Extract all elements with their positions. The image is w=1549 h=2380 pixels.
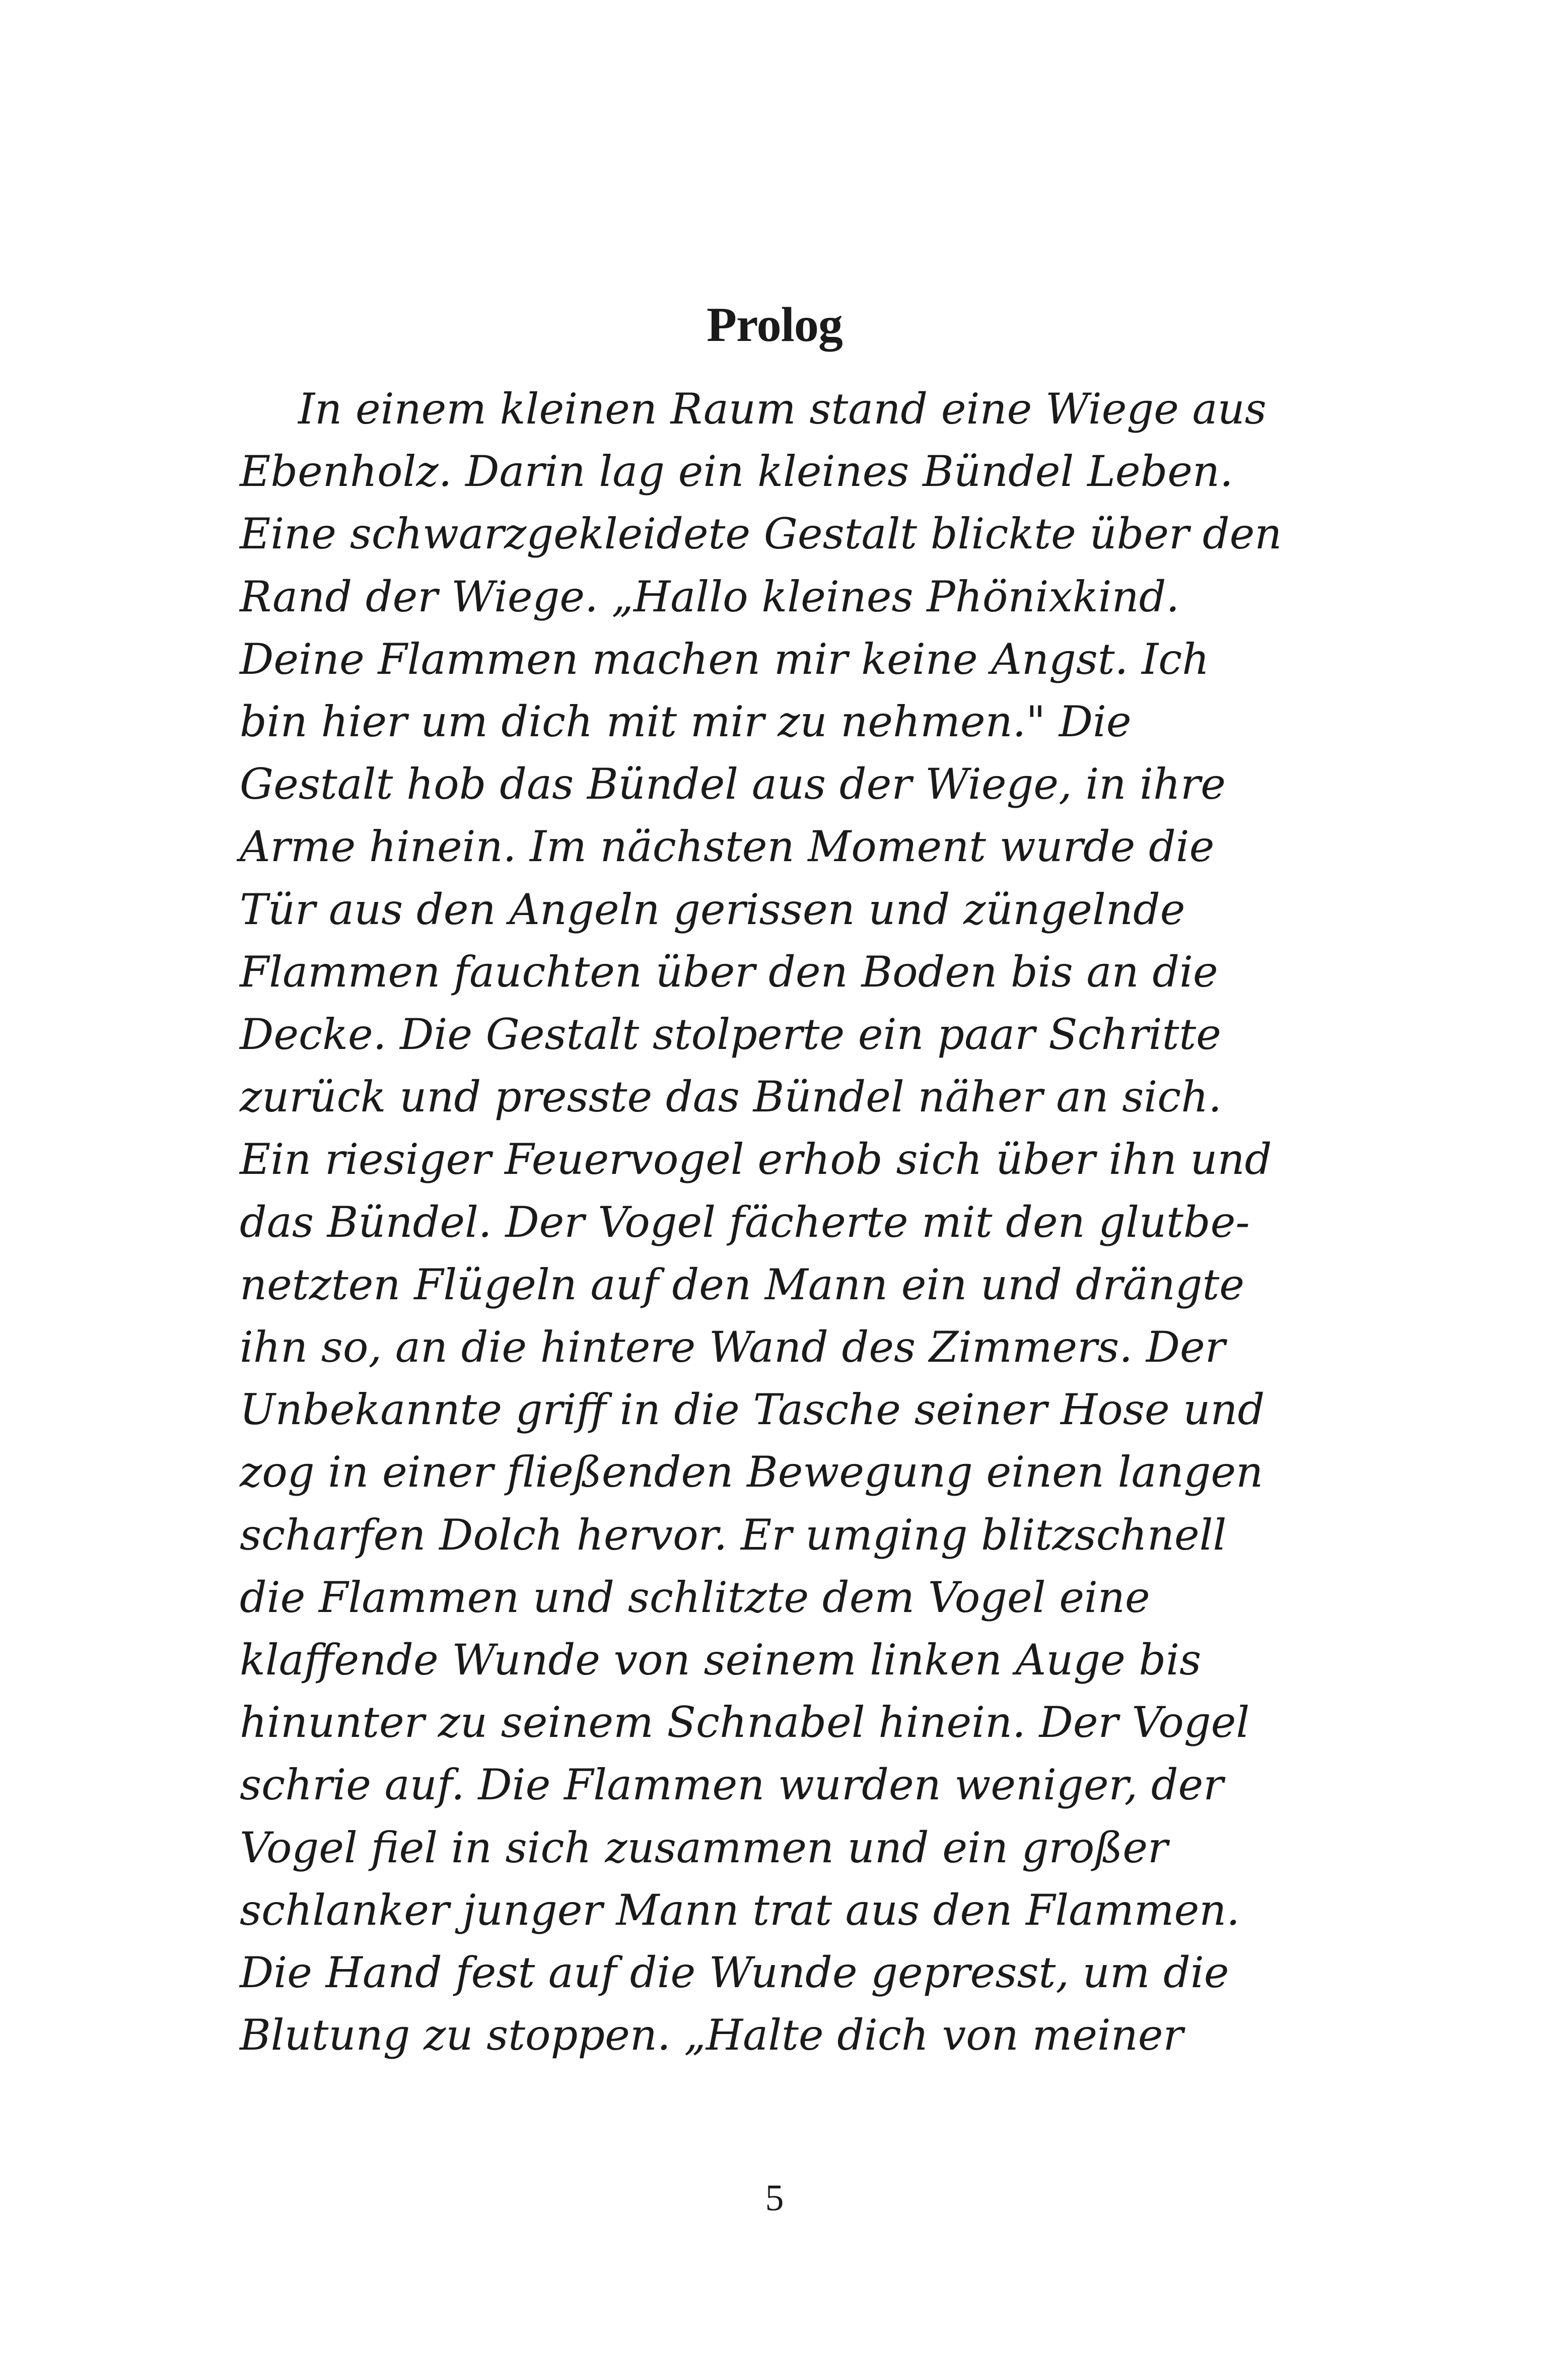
body-text [240,378,1327,2066]
text-line: die Flammen und schlitzte dem Vogel eine [240,1572,1150,1622]
text-line: das Bündel. Der Vogel fächerte mit den glutbe- [240,1197,1250,1247]
text-line: Flammen fauchten über den Boden bis an die [240,947,1218,997]
text-line: Arme hinein. Im nächsten Moment wurde die [240,822,1215,872]
text-line: schrie auf. Die Flammen wurden weniger, der [240,1760,1224,1810]
text-line: Decke. Die Gestalt stolperte ein paar Schritte [240,1010,1222,1060]
text-line: Deine Flammen machen mir keine Angst. Ich [240,634,1210,684]
text-line: Vogel fiel in sich zusammen und ein großer [240,1823,1168,1872]
page-number: 5 [765,2178,784,2219]
text-line: In einem kleinen Raum stand eine Wiege aus [298,384,1266,434]
text-line: netzten Flügeln auf den Mann ein und drängte [240,1259,1245,1309]
text-line: hinunter zu seinem Schnabel hinein. Der Vogel [240,1698,1250,1747]
text-line: Unbekannte griff in die Tasche seiner Hose und [240,1385,1265,1435]
text-line: Rand der Wiege. „Hallo kleines Phönixkind. [240,572,1180,621]
text-line: klaffende Wunde von seinem linken Auge bis [240,1635,1202,1685]
text-line: zog in einer fließenden Bewegung einen langen [240,1447,1263,1497]
text-line: zurück und presste das Bündel näher an sich. [240,1072,1222,1122]
text-line: Blutung zu stoppen. „Halte dich von meiner [240,2010,1183,2060]
text-line: Eine schwarzgekleidete Gestalt blickte über den [240,509,1282,559]
text-line: Ein riesiger Feuervogel erhob sich über ihn und [240,1135,1272,1184]
text-line: ihn so, an die hintere Wand des Zimmers. Der [240,1322,1225,1372]
text-line: Die Hand fest auf die Wunde gepresst, um die [240,1948,1229,1998]
text-line: Ebenholz. Darin lag ein kleines Bündel Leben. [240,447,1233,497]
text-line: Tür aus den Angeln gerissen und züngelnde [240,884,1185,934]
text-line: bin hier um dich mit mir zu nehmen." Die [240,697,1132,747]
text-line: Gestalt hob das Bündel aus der Wiege, in ihre [240,759,1226,809]
chapter-title: Prolog [707,298,842,352]
text-line: scharfen Dolch hervor. Er umging blitzschnell [240,1510,1227,1560]
text-line: schlanker junger Mann trat aus den Flammen. [240,1885,1240,1935]
